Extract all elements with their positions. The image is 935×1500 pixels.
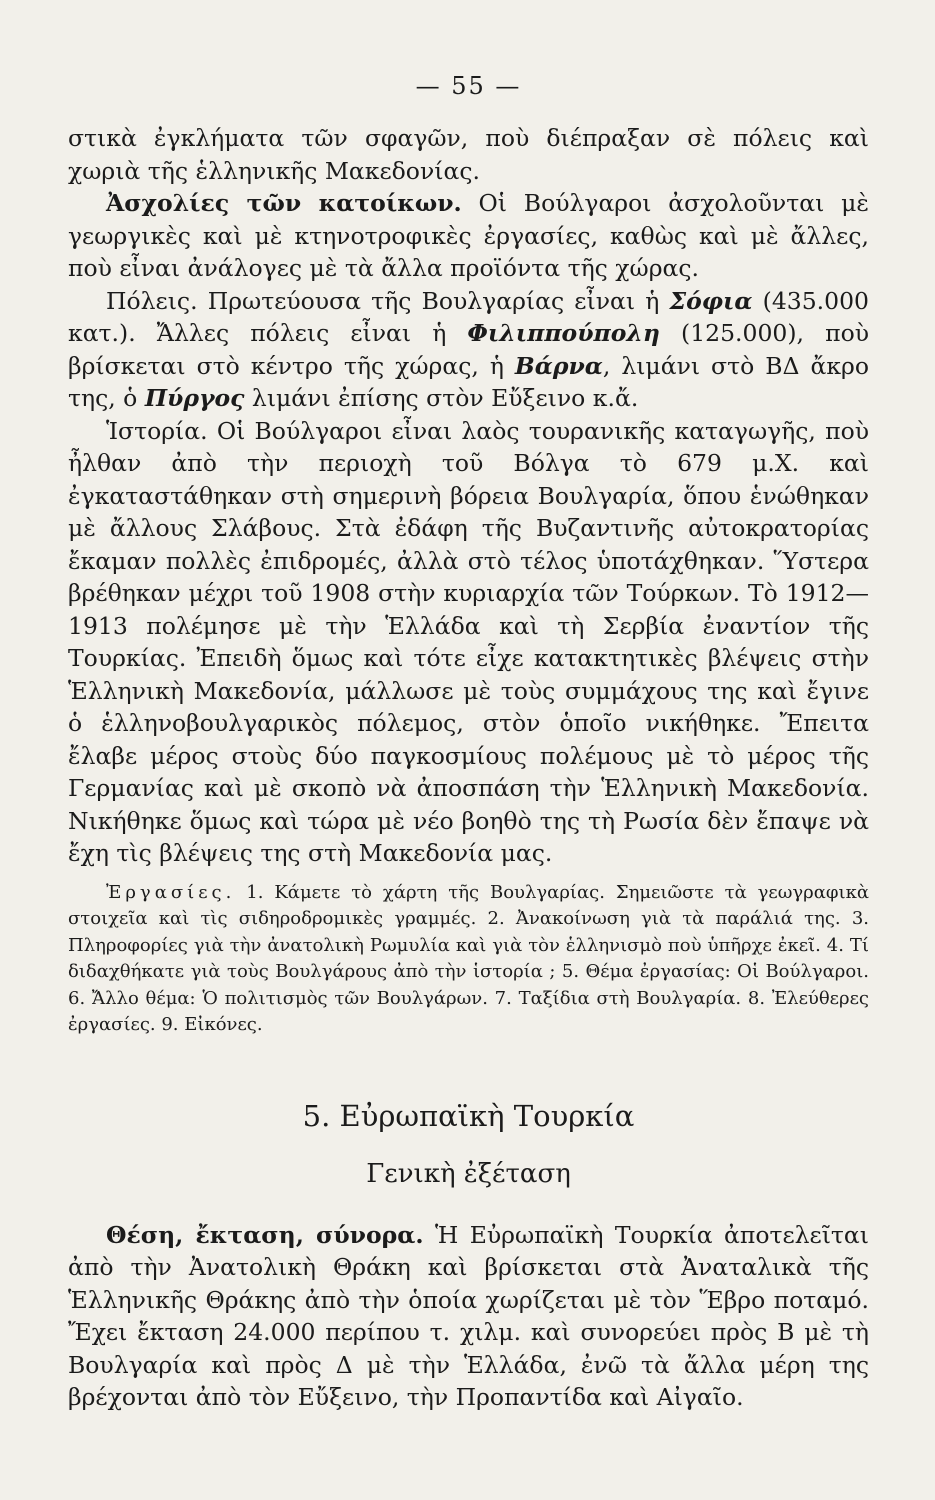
exercises-paragraph <box>68 880 869 1039</box>
section-text <box>68 1219 869 1414</box>
city-sofia: Σόφια <box>669 286 753 315</box>
paragraph-position <box>68 1219 869 1414</box>
page-number: — 55 — <box>415 72 522 100</box>
text-history: Οἱ Βούλγαροι εἶναι λαὸς τουρανικῆς καταγωγῆς, ποὺ ἦλθαν ἀπὸ τὴν περιοχὴ τοῦ Βόλγα τὸ 679 μ.Χ. καὶ ἐγκαταστάθηκαν στὴ σημερινὴ βόρεια Βουλγαρία, ὅπου ἑνώθηκαν μὲ ἄλλους Σλάβους. Στὰ ἐδάφη τῆς Βυζαντινῆς αὐτοκρατορίας ἔκαμαν πολλὲς ἐπιδρομές, ἀλλὰ στὸ τέλος ὑποτάχθηκαν. Ὕστερα βρέθηκαν μέχρι τοῦ 1908 στὴν κυριαρχία τῶν Τούρκων. Τὸ 1912—1913 πολέμησε μὲ τὴν Ἑλλάδα καὶ τὴ Σερβία ἐναντίον τῆς Τουρκίας. Ἐπειδὴ ὅμως καὶ τότε εἶχε κατακτητικὲς βλέψεις στὴν Ἑλληνικὴ Μακεδονία, μάλλωσε μὲ τοὺς συμμάχους της καὶ ἔγινε ὁ ἑλληνοβουλγαρικὸς πόλεμος, στὸν ὁποῖο νικήθηκε. Ἔπειτα ἔλαβε μέρος στοὺς δύο παγκοσμίους πολέμους μὲ τὸ μέρος τῆς Γερμανίας καὶ μὲ σκοπὸ νὰ ἀποσπάση τὴν Ἑλληνικὴ Μακεδονία. Νικήθηκε ὅμως καὶ τώρα μὲ νέο βοηθὸ της τὴ Ρωσία δὲν ἔπαψε νὰ ἔχη τὶς βλέψεις της στὴ Μακεδονία μας. <box>68 416 869 867</box>
text-cities-a: Πρωτεύουσα τῆς Βουλγαρίας εἶναι ἡ <box>197 286 670 315</box>
city-plovdiv: Φιλιππούπολη <box>467 319 660 347</box>
text-cities-c: (125.000), ποὺ βρίσκεται στὸ κέντρο τῆς χώρας, ἡ <box>68 319 870 380</box>
section-title: 5. Εὐρωπαϊκὴ Τουρκία <box>302 1098 635 1133</box>
text-cities-d: , λιμάνι στὸ ΒΔ ἄκρο της, ὁ <box>68 351 869 412</box>
heading-history: Ἱστορία. <box>106 416 208 445</box>
exercises-label: Ἐργασίες. <box>106 881 236 903</box>
paragraph-history <box>68 415 869 870</box>
text-cities-b: (435.000 κατ.). Ἄλλες πόλεις εἶναι ἡ <box>68 286 869 347</box>
paragraph-cities <box>68 285 869 415</box>
paragraph-massacres: στικὰ ἐγκλήματα τῶν σφαγῶν, ποὺ διέπραξαν σὲ πόλεις καὶ χωριὰ τῆς ἑλληνικῆς Μακεδονίας. <box>68 124 869 185</box>
city-varna: Βάρνα <box>514 351 603 380</box>
exercises-block <box>68 880 869 1039</box>
city-burgas: Πύργος <box>144 384 245 412</box>
subsection-title: Γενικὴ ἐξέταση <box>366 1158 571 1189</box>
heading-occupations: Ἀσχολίες τῶν κατοίκων. <box>106 189 462 217</box>
heading-cities: Πόλεις. <box>106 286 198 315</box>
heading-position: Θέση, ἔκταση, σύνορα. <box>106 1220 424 1249</box>
main-text <box>68 122 869 870</box>
exercises-text: 1. Κάμετε τὸ χάρτη τῆς Βουλγαρίας. Σημειῶστε τὰ γεωγραφικὰ στοιχεῖα καὶ τὶς σιδηροδρομικὲς γραμμές. 2. Ἀνακοίνωση γιὰ τὰ παράλιά της. 3. Πληροφορίες γιὰ τὴν ἀνατολικὴ Ρωμυλία καὶ γιὰ τὸν ἑλληνισμὸ ποὺ ὑπῆρχε ἐκεῖ. 4. Τί διδαχθήκατε γιὰ τοὺς Βουλγάρους ἀπὸ τὴν ἱστορία ; 5. Θέμα ἐργασίας: Οἱ Βούλγαροι. 6. Ἄλλο θέμα: Ὁ πολιτισμὸς τῶν Βουλγάρων. 7. Ταξίδια στὴ Βουλγαρία. 8. Ἐλεύθερες ἐργασίες. 9. Εἰκόνες. <box>68 881 869 1035</box>
text-cities-e: λιμάνι ἐπίσης στὸν Εὔξεινο κ.ἄ. <box>244 384 639 412</box>
paragraph-occupations <box>68 187 869 285</box>
text-position: Ἡ Εὐρωπαϊκὴ Τουρκία ἀποτελεῖται ἀπὸ τὴν Ἀνατολικὴ Θράκη καὶ βρίσκεται στὰ Ἀναταλικὰ τῆς Ἑλληνικῆς Θράκης ἀπὸ τὴν ὁποία χωρίζεται μὲ τὸν Ἕβρο ποταμό. Ἔχει ἔκταση 24.000 περίπου τ. χιλμ. καὶ συνορεύει πρὸς Β μὲ τὴ Βουλγαρία καὶ πρὸς Δ μὲ τὴν Ἑλλάδα, ἐνῶ τὰ ἄλλα μέρη της βρέχονται ἀπὸ τὸν Εὔξεινο, τὴν Προπαντίδα καὶ Αἰγαῖο. <box>68 1220 870 1411</box>
text-occupations: Οἱ Βούλγαροι ἀσχολοῦνται μὲ γεωργικὲς καὶ μὲ κτηνοτροφικὲς ἐργασίες, καθὼς καὶ μὲ ἄλλες, ποὺ εἶναι ἀνάλογες μὲ τὰ ἄλλα προϊόντα τῆς χώρας. <box>68 189 869 282</box>
